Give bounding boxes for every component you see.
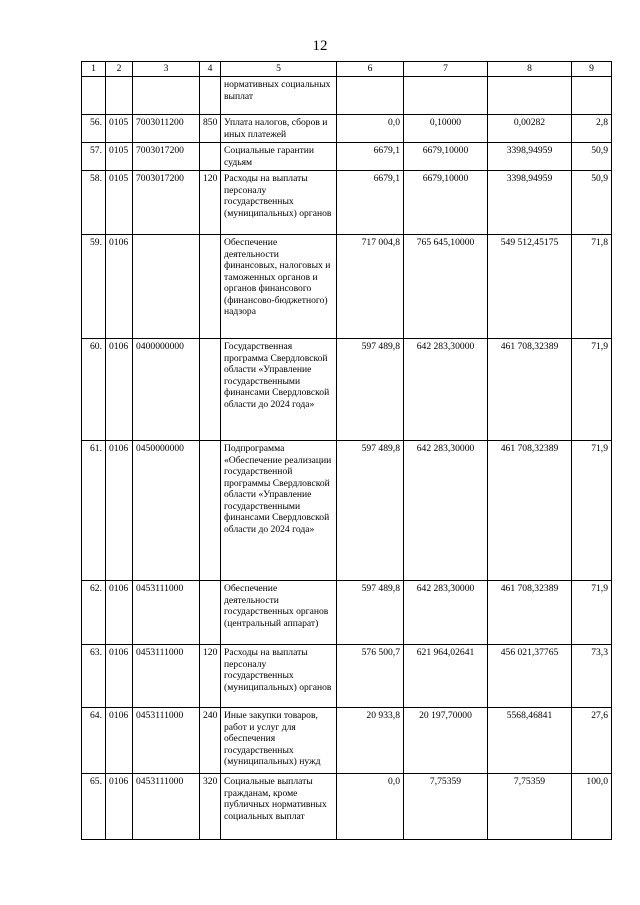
target-article-code: 0453111000 [133,581,200,645]
value-col9: 27,6 [572,708,612,774]
row-number: 59. [82,235,106,339]
value-col9: 2,8 [572,115,612,143]
value-col6: 6679,1 [337,171,404,235]
row-number: 56. [82,115,106,143]
expense-type-code [200,581,221,645]
item-name: Социальные гарантии судьям [221,143,337,171]
value-col6: 0,0 [337,774,404,840]
table-body [82,77,612,840]
section-code: 0105 [106,115,133,143]
budget-table [81,61,612,840]
value-col8: 549 512,45175 [488,235,572,339]
target-article-code: 0453111000 [133,774,200,840]
table-row [82,581,612,645]
value-col8: 7,75359 [488,774,572,840]
column-header: 7 [404,62,488,77]
value-col7: 621 964,02641 [404,645,488,708]
item-name: Иные закупки товаров, работ и услуг для обеспечения государственных (муниципальных) нужд [221,708,337,774]
value-col7: 765 645,10000 [404,235,488,339]
value-col6: 0,0 [337,115,404,143]
value-col6: 6679,1 [337,143,404,171]
target-article-code: 0400000000 [133,339,200,441]
section-code [106,77,133,115]
target-article-code: 7003017200 [133,143,200,171]
value-col6: 717 004,8 [337,235,404,339]
value-col8: 0,00282 [488,115,572,143]
value-col9: 71,9 [572,339,612,441]
table-row [82,774,612,840]
row-number: 65. [82,774,106,840]
column-header: 5 [221,62,337,77]
expense-type-code [200,235,221,339]
row-number: 64. [82,708,106,774]
column-header: 6 [337,62,404,77]
item-name: нормативных социальных выплат [221,77,337,115]
column-header: 1 [82,62,106,77]
value-col7: 6679,10000 [404,143,488,171]
item-name: Государственная программа Свердловской области «Управление государственными финансами Свердловской области до 2024 года» [221,339,337,441]
table-row [82,339,612,441]
item-name: Расходы на выплаты персоналу государственных (муниципальных) органов [221,171,337,235]
row-number: 63. [82,645,106,708]
expense-type-code: 320 [200,774,221,840]
value-col9: 73,3 [572,645,612,708]
row-number [82,77,106,115]
page-number: 12 [312,38,328,54]
item-name: Обеспечение деятельности финансовых, налоговых и таможенных органов и органов финансового (финансово-бюджетного) надзора [221,235,337,339]
value-col6: 20 933,8 [337,708,404,774]
column-header: 3 [133,62,200,77]
item-name: Расходы на выплаты персоналу государственных (муниципальных) органов [221,645,337,708]
value-col8: 3398,94959 [488,171,572,235]
section-code: 0106 [106,339,133,441]
expense-type-code: 850 [200,115,221,143]
row-number: 58. [82,171,106,235]
value-col8: 456 021,37765 [488,645,572,708]
value-col8: 461 708,32389 [488,339,572,441]
value-col9: 71,9 [572,581,612,645]
target-article-code: 0453111000 [133,645,200,708]
target-article-code [133,235,200,339]
column-header: 4 [200,62,221,77]
expense-type-code [200,441,221,581]
section-code: 0106 [106,441,133,581]
value-col8: 3398,94959 [488,143,572,171]
target-article-code: 0453111000 [133,708,200,774]
section-code: 0106 [106,645,133,708]
section-code: 0106 [106,581,133,645]
section-code: 0106 [106,774,133,840]
row-number: 62. [82,581,106,645]
expense-type-code [200,143,221,171]
value-col6: 597 489,8 [337,339,404,441]
value-col6: 597 489,8 [337,581,404,645]
value-col7: 642 283,30000 [404,339,488,441]
row-number: 57. [82,143,106,171]
value-col6 [337,77,404,115]
value-col7: 20 197,70000 [404,708,488,774]
section-code: 0105 [106,143,133,171]
item-name: Уплата налогов, сборов и иных платежей [221,115,337,143]
table-row [82,235,612,339]
item-name: Подпрограмма «Обеспечение реализации государственной программы Свердловской области «Управление государственными финансами Свердловской области до 2024 года» [221,441,337,581]
value-col9: 100,0 [572,774,612,840]
value-col8: 461 708,32389 [488,581,572,645]
row-number: 60. [82,339,106,441]
value-col8: 5568,46841 [488,708,572,774]
expense-type-code [200,77,221,115]
value-col9 [572,77,612,115]
table-row [82,645,612,708]
target-article-code: 0450000000 [133,441,200,581]
section-code: 0105 [106,171,133,235]
value-col8: 461 708,32389 [488,441,572,581]
column-header: 2 [106,62,133,77]
item-name: Социальные выплаты гражданам, кроме публичных нормативных социальных выплат [221,774,337,840]
value-col9: 50,9 [572,171,612,235]
table-row [82,143,612,171]
expense-type-code: 240 [200,708,221,774]
row-number: 61. [82,441,106,581]
value-col7 [404,77,488,115]
target-article-code: 7003017200 [133,171,200,235]
column-header: 8 [488,62,572,77]
value-col9: 71,8 [572,235,612,339]
value-col8 [488,77,572,115]
value-col7: 0,10000 [404,115,488,143]
table-row [82,441,612,581]
target-article-code: 7003011200 [133,115,200,143]
expense-type-code [200,339,221,441]
table-row [82,171,612,235]
section-code: 0106 [106,235,133,339]
table-row [82,115,612,143]
expense-type-code: 120 [200,171,221,235]
target-article-code [133,77,200,115]
value-col6: 597 489,8 [337,441,404,581]
value-col7: 642 283,30000 [404,441,488,581]
value-col9: 71,9 [572,441,612,581]
column-header: 9 [572,62,612,77]
value-col9: 50,9 [572,143,612,171]
table-row [82,708,612,774]
item-name: Обеспечение деятельности государственных органов (центральный аппарат) [221,581,337,645]
value-col7: 7,75359 [404,774,488,840]
section-code: 0106 [106,708,133,774]
expense-type-code: 120 [200,645,221,708]
value-col7: 642 283,30000 [404,581,488,645]
header-row [82,62,612,77]
table-row [82,77,612,115]
value-col6: 576 500,7 [337,645,404,708]
value-col7: 6679,10000 [404,171,488,235]
